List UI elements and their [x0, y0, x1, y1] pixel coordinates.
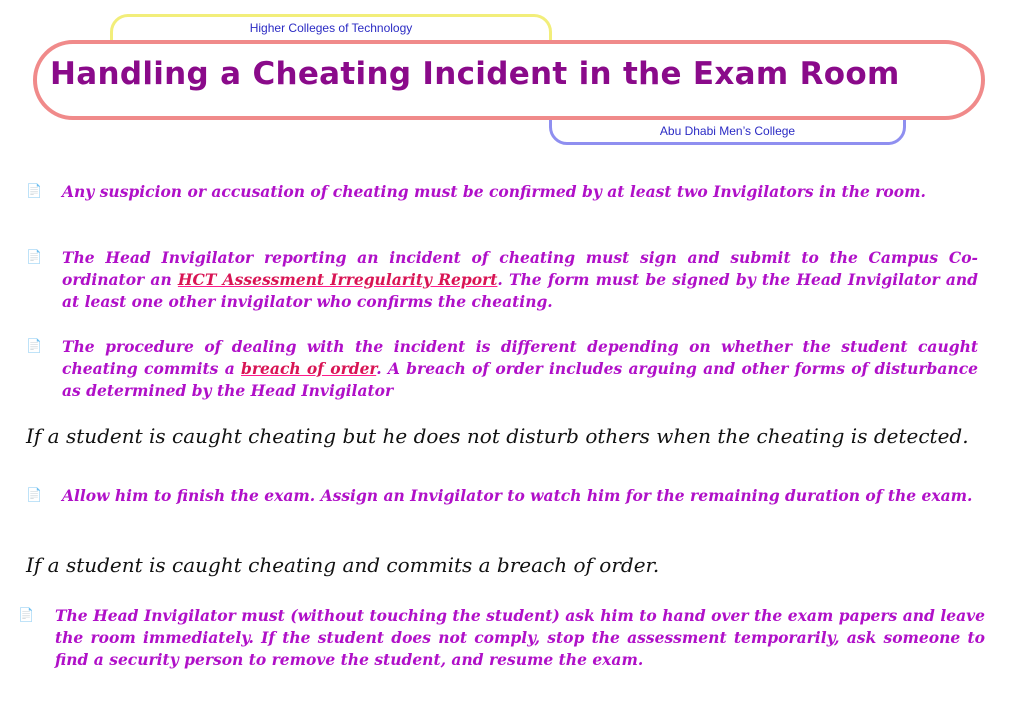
assessment-irregularity-report-link[interactable]: [178, 270, 498, 289]
bullet-text-3: [62, 336, 978, 402]
bullet-text-2: [62, 247, 978, 313]
assessment-irregularity-report-link-label: HCT Assessment Irregularity Report: [177, 270, 498, 289]
document-icon: 📄: [26, 250, 43, 265]
section-heading-1: If a student is caught cheating but he does not disturb others when the cheating is detected.: [26, 424, 969, 448]
page-title: Handling a Cheating Incident in the Exam Room: [50, 56, 900, 92]
college-name-top: Higher Colleges of Technology: [249, 21, 413, 35]
bullet-2-before: The Head Invigilator reporting an incident of cheating must sign and submit to the Campus Co-ordinator an: [62, 248, 978, 289]
bullet-1-text: Any suspicion or accusation of cheating must be confirmed by at least two Invigilators in the room.: [62, 182, 926, 201]
section-1-bullet: Allow him to finish the exam. Assign an Invigilator to watch him for the remaining duration of the exam.: [62, 486, 973, 505]
document-icon: 📄: [18, 608, 35, 623]
document-icon: 📄: [26, 488, 43, 503]
document-icon: 📄: [26, 339, 43, 354]
bullet-text-1: [62, 181, 978, 203]
breach-of-order-link-label: breach of order: [241, 359, 377, 378]
document-icon: 📄: [26, 184, 43, 199]
section-2-bullet: The Head Invigilator must (without touching the student) ask him to hand over the exam papers and leave the room immediately. If the student does not comply, stop the assessment temporarily, ask someone to find a security person to remove the student, and resume the exam.: [55, 606, 985, 669]
breach-of-order-link[interactable]: [241, 359, 376, 378]
section-heading-2: If a student is caught cheating and commits a breach of order.: [26, 553, 660, 577]
bullet-2-after: . The form must be signed by the Head Invigilator and at least one other invigilator who confirms the cheating.: [62, 270, 979, 311]
bullet-3-before: The procedure of dealing with the incident is different depending on whether the student caught cheating commits a: [62, 337, 978, 378]
bullet-3-after: . A breach of order includes arguing and other forms of disturbance as determined by the Head Invigilator: [62, 359, 978, 400]
college-name-bottom: Abu Dhabi Men’s College: [659, 124, 796, 138]
